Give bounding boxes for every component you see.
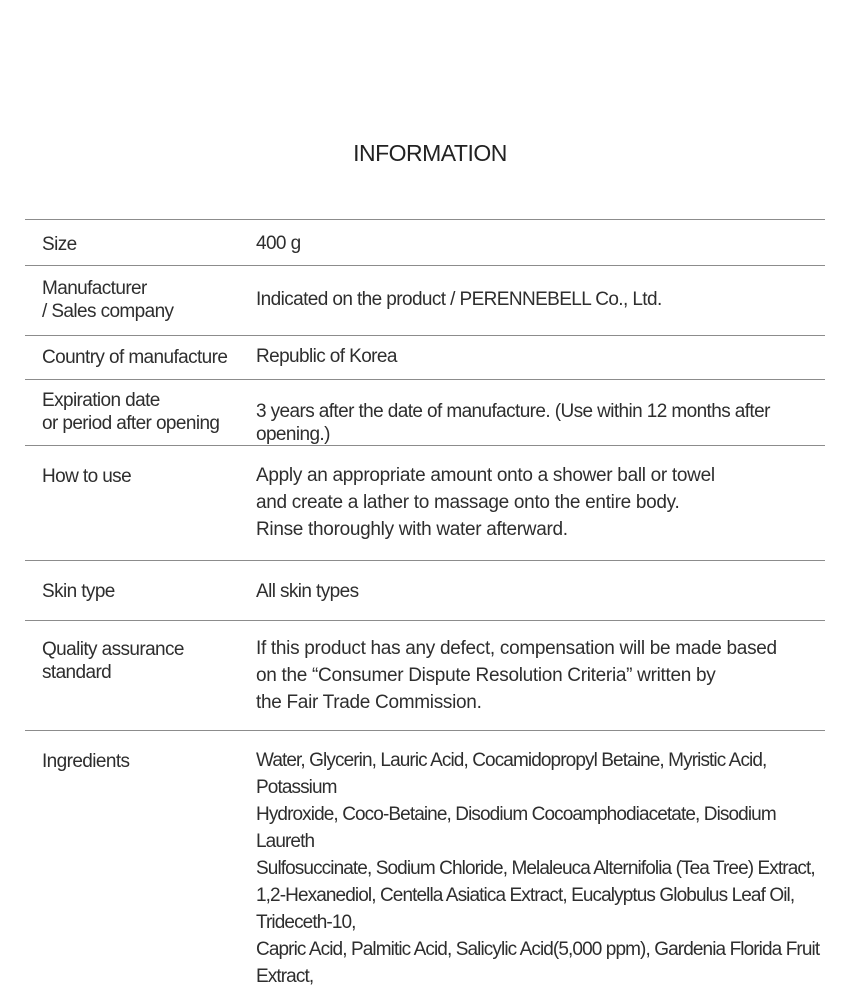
section-title: INFORMATION [353, 140, 507, 166]
divider [25, 560, 825, 561]
row-label-size: Size [42, 234, 77, 255]
row-label-ingredients: Ingredients [42, 751, 130, 772]
divider [25, 265, 825, 266]
row-value-expiration: 3 years after the date of manufacture. (Use within 12 months after opening.) [256, 401, 770, 445]
row-label-manufacturer: Manufacturer / Sales company [42, 278, 174, 322]
row-value-country: Republic of Korea [256, 346, 397, 367]
row-label-expiration: Expiration date or period after opening [42, 390, 220, 434]
row-value-skin-type: All skin types [256, 581, 359, 602]
row-label-how-to-use: How to use [42, 466, 132, 487]
divider [25, 730, 825, 731]
divider [25, 219, 825, 220]
row-value-how-to-use: Apply an appropriate amount onto a shower ball or towel and create a lather to massage onto the entire body. Rinse thoroughly with water afterward. [256, 465, 715, 540]
row-value-size: 400 g [256, 233, 301, 254]
row-value-quality-assurance: If this product has any defect, compensation will be made based on the “Consumer Dispute Resolution Criteria” written by the Fair Trade Commission. [256, 638, 777, 713]
divider [25, 335, 825, 336]
row-label-skin-type: Skin type [42, 581, 115, 602]
divider [25, 379, 825, 380]
row-value-ingredients: Water, Glycerin, Lauric Acid, Cocamidopropyl Betaine, Myristic Acid, Potassium Hydroxide, Coco-Betaine, Disodium Cocoamphodiacetate, Disodium Laureth Sulfosuccinate, Sodium Chloride, Melaleuca Alternifolia (Tea Tree) Extract, 1,2-Hexanediol, Centella Asiatica Extract, Eucalyptus Globulus Leaf Oil, Trideceth-10, Capric Acid, Palmitic Acid, Salicylic Acid(5,000 ppm), Gardenia Florida Fruit Extract, [256, 750, 820, 987]
row-value-manufacturer: Indicated on the product / PERENNEBELL Co., Ltd. [256, 289, 662, 310]
row-label-quality-assurance: Quality assurance standard [42, 639, 184, 683]
row-label-country: Country of manufacture [42, 347, 228, 368]
divider [25, 620, 825, 621]
